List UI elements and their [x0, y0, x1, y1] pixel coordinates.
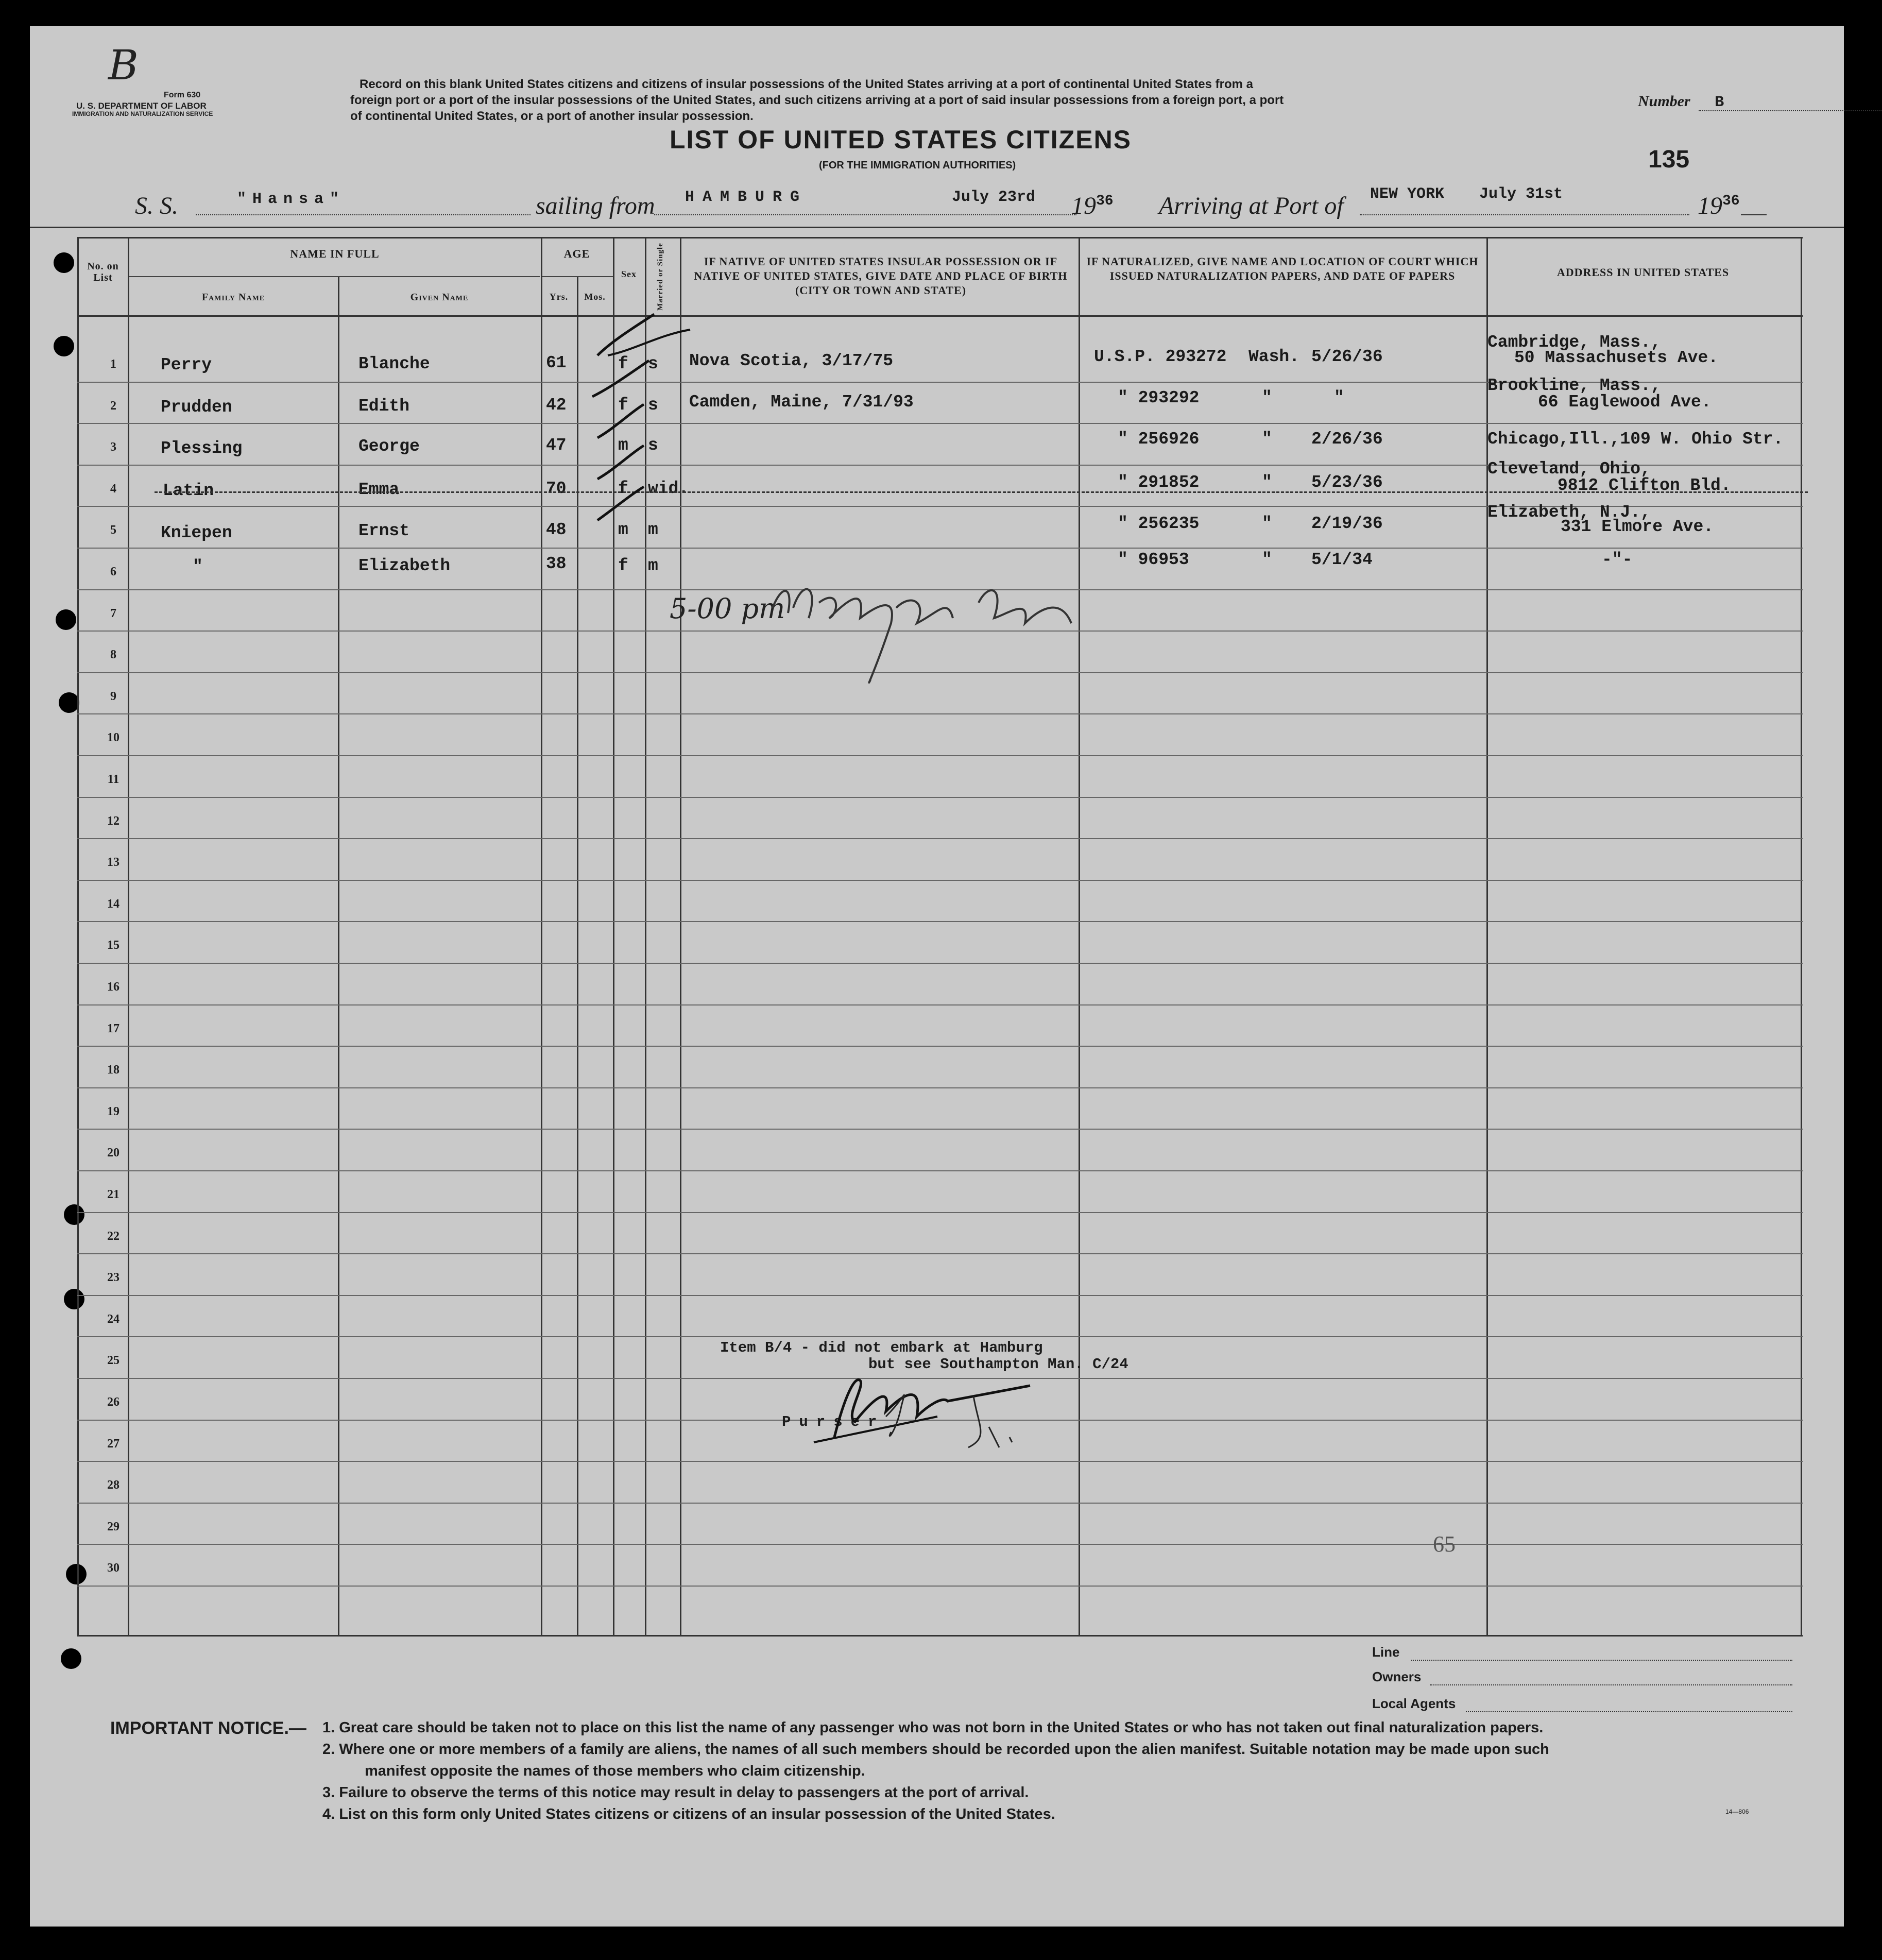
row-rule — [77, 1087, 1803, 1088]
sail-year-value: 36 — [1096, 193, 1114, 209]
address-line-2: 50 Massachusets Ave. — [1514, 348, 1719, 367]
footer-agents-label: Local Agents — [1372, 1696, 1456, 1711]
naturalization-cert: " 293292 — [1118, 388, 1200, 407]
family-name: " — [193, 557, 203, 576]
address-line-1: Brookline, Mass., — [1487, 376, 1661, 395]
number-field — [1638, 93, 1724, 111]
row-rule — [77, 1336, 1803, 1337]
ship-name: "Hansa" — [237, 191, 346, 208]
row-rule — [77, 1503, 1803, 1504]
col-married: Married or Single — [656, 243, 664, 311]
naturalization-court: " — [1262, 514, 1272, 533]
naturalization-cert: " 256235 — [1118, 514, 1200, 533]
row-rule — [77, 1212, 1803, 1213]
naturalization-court: " — [1262, 473, 1272, 492]
row-rule — [77, 755, 1803, 756]
from-port: HAMBURG — [685, 189, 808, 206]
page-number: 135 — [1648, 146, 1690, 173]
row-rule — [77, 1004, 1803, 1005]
page-subtitle: (FOR THE IMMIGRATION AUTHORITIES) — [819, 160, 1016, 171]
row-number: 16 — [107, 980, 119, 994]
sheet-count: 65 — [1433, 1531, 1456, 1557]
row-rule — [77, 1461, 1803, 1462]
naturalization-court: Wash. — [1248, 347, 1300, 366]
birth-place: Camden, Maine, 7/31/93 — [689, 393, 914, 412]
given-name: Blanche — [358, 354, 430, 373]
naturalization-date: " — [1334, 388, 1344, 407]
footer-field-line — [1372, 1644, 1399, 1660]
sail-date: July 23rd — [952, 189, 1036, 206]
row-number: 8 — [110, 648, 116, 662]
address-line-2: 331 Elmore Ave. — [1561, 517, 1714, 536]
row-rule — [77, 1586, 1803, 1587]
footer-field-owners — [1372, 1669, 1421, 1685]
row-rule — [77, 1295, 1803, 1296]
row-rule — [77, 838, 1803, 839]
arrival-year — [1698, 192, 1740, 220]
marital-status: s — [648, 354, 658, 373]
family-name: Perry — [161, 355, 212, 374]
row-number: 23 — [107, 1271, 119, 1285]
row-number: 12 — [107, 814, 119, 828]
row-rule — [77, 880, 1803, 881]
age: 38 — [546, 554, 567, 573]
corner-mark: B — [108, 41, 139, 89]
address-line-1: Chicago,Ill.,109 W. Ohio Str. — [1487, 430, 1784, 449]
year-prefix: 19 — [1698, 192, 1722, 219]
naturalization-cert: " 291852 — [1118, 473, 1200, 492]
row-rule — [77, 1170, 1803, 1171]
sailing-label: sailing from — [536, 192, 655, 219]
row-rule — [77, 1544, 1803, 1545]
address-line-1: Cleveland, Ohio, — [1487, 459, 1651, 479]
age: 61 — [546, 353, 567, 372]
footer-owners-label: Owners — [1372, 1669, 1422, 1684]
notice-heading: IMPORTANT NOTICE.— — [110, 1718, 306, 1738]
col-no: No. on List — [87, 261, 119, 283]
strike-through-line — [155, 491, 1808, 493]
year-prefix: 19 — [1071, 192, 1096, 219]
naturalization-court: " — [1262, 550, 1272, 569]
marital-status: s — [648, 436, 658, 455]
row-number: 30 — [107, 1561, 119, 1575]
marital-status: s — [648, 396, 658, 415]
purser-signature — [803, 1365, 1040, 1453]
row-number: 3 — [110, 440, 116, 454]
footer-line-label: Line — [1372, 1644, 1400, 1660]
given-name: George — [358, 437, 420, 456]
punch-hole — [64, 1289, 84, 1309]
row-rule — [77, 423, 1803, 424]
col-age: AGE — [563, 247, 590, 260]
row-number: 5 — [110, 523, 116, 537]
marital-status: m — [648, 520, 658, 539]
row-number: 14 — [107, 897, 119, 911]
row-number: 15 — [107, 939, 119, 952]
row-rule — [77, 1253, 1803, 1254]
row-number: 26 — [107, 1395, 119, 1409]
address-line-1: Cambridge, Mass., — [1487, 333, 1661, 352]
row-number: 29 — [107, 1520, 119, 1533]
naturalization-cert: U.S.P. 293272 — [1094, 347, 1227, 366]
number-value: B — [1715, 94, 1724, 111]
arrival-year-value: 36 — [1722, 193, 1740, 209]
row-number: 18 — [107, 1063, 119, 1077]
col-naturalized: IF NATURALIZED, GIVE NAME AND LOCATION OF COURT WHICH ISSUED NATURALIZATION PAPERS, AND DATE OF PAPERS — [1086, 255, 1479, 282]
arrival-date: July 31st — [1479, 185, 1563, 203]
form-service: IMMIGRATION AND NATURALIZATION SERVICE — [72, 110, 213, 117]
age: 70 — [546, 479, 567, 498]
naturalization-court: " — [1262, 388, 1272, 407]
row-number: 24 — [107, 1312, 119, 1326]
given-name: Ernst — [358, 521, 410, 540]
form-department: U. S. DEPARTMENT OF LABOR — [76, 101, 207, 111]
instruction-line: Record on this blank United States citizens and citizens of insular possessions of the United States arriving at a port of continental United States from a — [360, 77, 1253, 91]
col-mos: Mos. — [584, 292, 606, 302]
given-name: Edith — [358, 397, 410, 416]
row-rule — [77, 548, 1803, 549]
purser-label: Purser — [782, 1413, 885, 1430]
row-number: 2 — [110, 399, 116, 413]
table-frame — [30, 227, 1844, 228]
sex: f — [618, 479, 628, 498]
inspector-signature — [762, 567, 1092, 695]
marital-status: wid. — [648, 479, 689, 498]
row-number: 21 — [107, 1188, 119, 1201]
age: 42 — [546, 396, 567, 415]
row-number: 17 — [107, 1021, 119, 1035]
notice-item-4: 4. List on this form only United States citizens or citizens of an insular possession of the United States. — [322, 1806, 1055, 1822]
age: 48 — [546, 520, 567, 539]
row-number: 4 — [110, 482, 116, 496]
address-line-2: 9812 Clifton Bld. — [1558, 476, 1731, 495]
instruction-line: foreign port or a port of the insular possessions of the United States, and such citizens arriving at a port of said insular possessions from a foreign port, a port — [350, 93, 1284, 107]
notice-item-1: 1. Great care should be taken not to place on this list the name of any passenger who was not born in the United States or who has not taken out final naturalization papers. — [322, 1719, 1544, 1736]
purser-note-line-1: Item B/4 - did not embark at Hamburg — [720, 1339, 1043, 1356]
naturalization-cert: " 256926 — [1118, 430, 1200, 449]
row-rule — [77, 921, 1803, 922]
number-label: Number — [1638, 93, 1690, 110]
notice-item-2-cont: manifest opposite the names of those members who claim citizenship. — [365, 1763, 865, 1779]
naturalization-court: " — [1262, 430, 1272, 449]
family-name: Prudden — [161, 398, 232, 417]
row-number: 28 — [107, 1478, 119, 1492]
punch-hole — [54, 252, 74, 273]
punch-hole — [61, 1648, 81, 1669]
sex: m — [618, 436, 628, 455]
naturalization-date: 5/26/36 — [1311, 347, 1383, 366]
family-name: Latin — [163, 481, 214, 500]
naturalization-date: 5/1/34 — [1311, 550, 1373, 569]
ss-label: S. S. — [135, 192, 178, 219]
birth-place: Nova Scotia, 3/17/75 — [689, 351, 894, 370]
notice-item-3: 3. Failure to observe the terms of this notice may result in delay to passengers at the port of arrival. — [322, 1784, 1029, 1801]
given-name: Emma — [358, 480, 400, 499]
family-name: Plessing — [161, 439, 243, 458]
sex: f — [618, 396, 628, 415]
col-family-name: Family Name — [201, 292, 265, 303]
col-address: ADDRESS IN UNITED STATES — [1556, 266, 1730, 279]
row-rule — [77, 713, 1803, 714]
naturalization-date: 5/23/36 — [1311, 473, 1383, 492]
instructions — [350, 76, 1545, 124]
naturalization-date: 2/19/36 — [1311, 514, 1383, 533]
sex: f — [618, 556, 628, 575]
row-rule — [77, 797, 1803, 798]
col-given-name: Given Name — [410, 292, 469, 303]
row-rule — [77, 1046, 1803, 1047]
instruction-line: of continental United States, or a port of another insular possession. — [350, 109, 754, 123]
row-number: 27 — [107, 1437, 119, 1451]
arrival-port: NEW YORK — [1370, 185, 1445, 203]
row-number: 9 — [110, 689, 116, 703]
punch-hole — [66, 1564, 87, 1584]
row-rule — [77, 1129, 1803, 1130]
row-number: 13 — [107, 856, 119, 870]
handwritten-time: 5-00 pm — [670, 592, 785, 625]
col-name-in-full: NAME IN FULL — [290, 247, 380, 260]
sex: m — [618, 520, 628, 539]
marital-status: m — [648, 556, 658, 575]
punch-hole — [59, 692, 79, 713]
row-number: 22 — [107, 1229, 119, 1243]
row-number: 25 — [107, 1354, 119, 1368]
address-line-1: -"- — [1602, 550, 1633, 569]
age: 47 — [546, 436, 567, 455]
check-marks — [567, 304, 700, 561]
row-number: 6 — [110, 565, 116, 578]
form-number: Form 630 — [164, 91, 201, 99]
row-rule — [77, 963, 1803, 964]
page-title: LIST OF UNITED STATES CITIZENS — [670, 125, 1132, 154]
row-number: 19 — [107, 1104, 119, 1118]
punch-hole — [56, 609, 76, 630]
naturalization-date: 2/26/36 — [1311, 430, 1383, 449]
punch-hole — [64, 1204, 84, 1225]
punch-hole — [54, 336, 74, 356]
col-yrs: Yrs. — [549, 292, 569, 302]
footer-field-agents — [1372, 1696, 1456, 1712]
family-name: Kniepen — [161, 523, 232, 542]
row-number: 1 — [110, 357, 116, 371]
row-number: 11 — [107, 773, 119, 786]
given-name: Elizabeth — [358, 556, 451, 575]
address-line-2: 66 Eaglewood Ave. — [1538, 393, 1712, 412]
purser-note-line-2: but see Southampton Man. C/24 — [868, 1356, 1128, 1373]
row-number: 20 — [107, 1146, 119, 1160]
col-birth: IF NATIVE OF UNITED STATES INSULAR POSSESSION OR IF NATIVE OF UNITED STATES, GIVE DATE AND PLACE OF BIRTH (CITY OR TOWN AND STATE) — [694, 255, 1068, 297]
col-sex: Sex — [621, 269, 637, 279]
naturalization-cert: " 96953 — [1118, 550, 1189, 569]
sex: f — [618, 354, 628, 373]
sail-year — [1071, 192, 1114, 220]
arriving-label: Arriving at Port of — [1159, 192, 1344, 219]
address-line-1: Elizabeth, N.J., — [1487, 503, 1651, 522]
row-number: 7 — [110, 606, 116, 620]
form-code: 14—806 — [1725, 1808, 1749, 1815]
notice-item-2: 2. Where one or more members of a family are aliens, the names of all such members should be recorded upon the alien manifest. Suitable notation may be made upon such — [322, 1741, 1549, 1758]
manifest-sheet — [30, 26, 1844, 1927]
row-number: 10 — [107, 731, 119, 745]
